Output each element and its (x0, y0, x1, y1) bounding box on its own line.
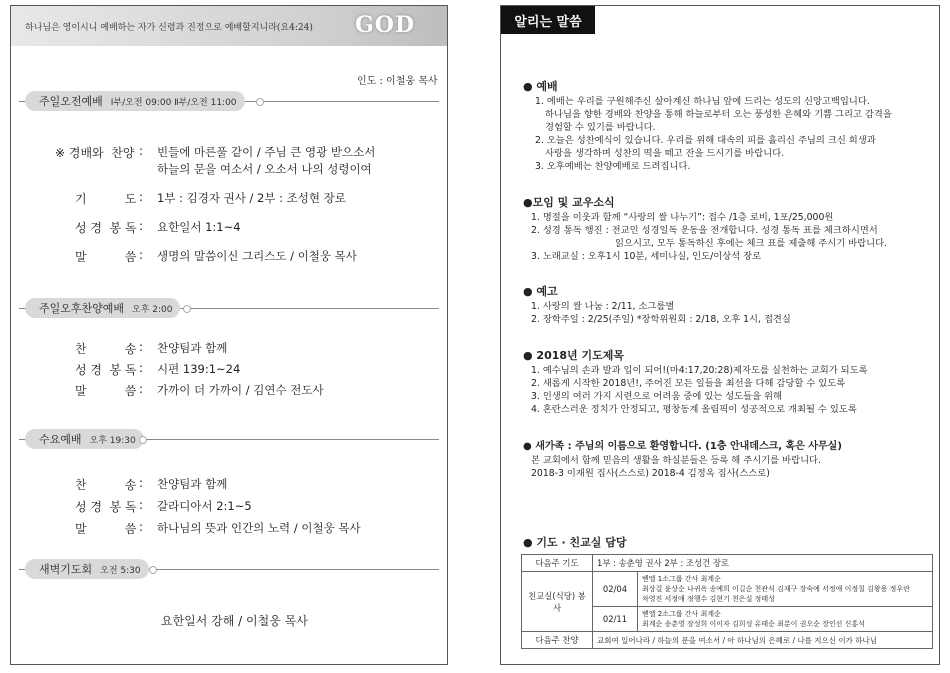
list-item: 경험할 수 있기를 바랍니다. (545, 122, 656, 133)
duty-heading: ● 기도 · 친교실 담당 (523, 536, 627, 549)
row-value: 찬양팀과 함께 (157, 477, 228, 491)
colon: : (139, 144, 144, 158)
table-cell (638, 572, 933, 607)
table-row (522, 555, 933, 572)
bulletin-right-page (500, 5, 940, 665)
row-label: 찬 송 (75, 342, 137, 356)
table-cell: 02/04 (593, 572, 638, 607)
list-item: 3. 오후예배는 찬양예배로 드려집니다. (535, 161, 691, 172)
section-sunday-pm (25, 298, 180, 318)
list-item: 1. 사랑의 쌀 나눔 : 2/11, 소그룹별 (531, 301, 675, 312)
cell-line: 최계순 송춘영 장성희 이이자 김희성 유태순 최분이 권오순 장인선 신홍석 (642, 620, 865, 628)
colon: : (139, 498, 144, 512)
colon: : (139, 248, 144, 262)
row-value: 찬양팀과 함께 (157, 341, 228, 355)
table-cell: 친교실(식당) 봉사 (522, 572, 593, 632)
row-label: 기 도 (75, 192, 137, 206)
header-verse: 하나님은 영이시니 예배하는 자가 신령과 진정으로 예배할지니라(요4:24) (25, 23, 313, 33)
section-dot (183, 305, 191, 313)
row-value: 시편 139:1~24 (157, 362, 241, 376)
cell-line: 벧엘 2소그룹 간사 최계순 (642, 610, 721, 618)
meeting-heading: ●모임 및 교우소식 (523, 196, 615, 209)
table-cell (638, 607, 933, 632)
table-cell: 다음주 찬양 (522, 632, 593, 649)
table-cell: 1부 : 송춘영 권사 2부 : 조성건 장로 (593, 555, 933, 572)
table-cell: 다음주 기도 (522, 555, 593, 572)
bulletin-left-page (10, 5, 448, 665)
row-label: 성 경 봉 독 (75, 221, 137, 235)
row-value: 가까이 더 가까이 / 김연수 전도사 (157, 383, 324, 397)
list-item: 1. 예배는 우리를 구원해주신 살아계신 하나님 앞에 드리는 성도의 신앙고백입니다. (535, 96, 870, 107)
row-value: 갈라디아서 2:1~5 (157, 499, 252, 513)
list-item: 2. 장학주일 : 2/25(주일) *장학위원회 : 2/18, 오후 1시, 접견실 (531, 314, 791, 325)
row-label: 말 씀 (75, 522, 137, 536)
table-cell: 교회여 일어나라 / 하늘의 문을 여소서 / 아 하나님의 은혜로 / 나를 지으신 이가 하나님 (593, 632, 933, 649)
row-label: 성 경 봉 독 (75, 500, 137, 514)
row-value: 1부 : 김경자 권사 / 2부 : 조성현 장로 (157, 191, 346, 205)
notice-heading: ● 예고 (523, 285, 558, 298)
row-value: 요한일서 1:1~4 (157, 220, 241, 234)
table-row (522, 632, 933, 649)
colon: : (139, 476, 144, 490)
section-title: 수요예배 (39, 433, 82, 446)
colon: : (139, 382, 144, 396)
duty-table (521, 554, 933, 649)
row-label: 찬 송 (75, 478, 137, 492)
colon: : (139, 340, 144, 354)
row-value: 하늘의 문을 여소서 / 오소서 나의 성령이여 (157, 162, 372, 176)
list-item: 읽으시고, 모두 통독하신 후에는 체크 표를 제출해 주시기 바랍니다. (615, 238, 888, 249)
section-dot (256, 98, 264, 106)
colon: : (139, 219, 144, 233)
list-item: 3. 인생의 여러 가지 시련으로 어려움 중에 있는 성도들을 위해 (531, 391, 783, 402)
section-time: Ⅰ부/오전 09:00 Ⅱ부/오전 11:00 (110, 97, 237, 108)
list-item: 하나님을 향한 경배와 찬양을 통해 하늘로부터 오는 풍성한 은혜와 기쁨 그리고 감격을 (545, 109, 892, 120)
section-time: 오후 19:30 (89, 435, 136, 446)
section-time: 오전 5:30 (100, 565, 141, 576)
section-dot (139, 436, 147, 444)
list-item: 본 교회에서 함께 믿음의 생활을 하실분들은 등록 해 주시기를 바랍니다. (531, 455, 821, 466)
row-label: 말 씀 (75, 384, 137, 398)
list-item: 1. 명절을 이웃과 함께 “사랑의 쌀 나누기”: 접수 /1층 로비, 1포/25,000원 (531, 212, 834, 223)
presider: 인도 : 이철웅 목사 (357, 76, 438, 87)
newcomer-heading: ● 새가족 : 주님의 이름으로 환영합니다. (1층 안내데스크, 혹은 사무실) (523, 441, 842, 452)
dawn-text: 요한일서 강해 / 이철웅 목사 (161, 614, 308, 628)
list-item: 2. 오늘은 성찬예식이 있습니다. 우리를 위해 대속의 피를 흘리신 주님의 크신 희생과 (535, 135, 876, 146)
section-dawn (25, 559, 149, 579)
section-title: 주일오후찬양예배 (39, 302, 125, 315)
cell-line: 벧엘 1소그룹 간사 최계순 (642, 575, 721, 583)
section-title: 주일오전예배 (39, 95, 103, 108)
list-item: 2. 성경 통독 행진 : 전교인 성경일독 운동을 전개합니다. 성경 통독 표를 체크하시면서 (531, 225, 878, 236)
row-label: ※ 경배와 찬양 (55, 146, 135, 160)
row-value: 생명의 말씀이신 그리스도 / 이철웅 목사 (157, 249, 357, 263)
colon: : (139, 361, 144, 375)
row-value: 빈들에 마른풀 같이 / 주님 큰 영광 받으소서 (157, 145, 376, 159)
list-item: 1. 예수님의 손과 발과 입이 되어!(마4:17,20:28)제자도를 실천하는 교회가 되도록 (531, 365, 868, 376)
colon: : (139, 520, 144, 534)
page-title: 알리는 말씀 (501, 6, 595, 34)
section-sunday-am (25, 91, 245, 111)
section-title: 새벽기도회 (39, 563, 93, 576)
cell-line: 차영진 서정애 정행수 김현기 천은실 정태성 (642, 595, 775, 603)
list-item: 사랑을 생각하며 성찬의 떡을 떼고 잔을 드시기를 바랍니다. (545, 148, 785, 159)
section-dot (149, 566, 157, 574)
cell-line: 최상걸 윤상순 나귀옥 송예희 이길순 천관식 김재구 장숙예 서정애 이정칠 김왕용 정우란 (642, 585, 910, 593)
colon: : (139, 190, 144, 204)
table-row (522, 572, 933, 607)
worship-heading: ● 예배 (523, 80, 558, 93)
table-cell: 02/11 (593, 607, 638, 632)
list-item: 2. 새롭게 시작한 2018년!, 주어진 모든 일들을 최선을 다해 감당할 수 있도록 (531, 378, 846, 389)
section-time: 오후 2:00 (132, 304, 173, 315)
list-item: 3. 노래교실 : 오후1시 10분, 세미나실, 인도/이상석 장로 (531, 251, 762, 262)
list-item: 4. 혼란스러운 정치가 안정되고, 평창동계 올림픽이 성공적으로 개최될 수 있도록 (531, 404, 857, 415)
section-wednesday (25, 429, 144, 449)
god-logo: GOD (355, 12, 416, 38)
prayer-heading: ● 2018년 기도제목 (523, 349, 625, 362)
list-item: 2018-3 이재원 집사(스스로) 2018-4 김정옥 집사(스스로) (531, 468, 770, 479)
row-value: 하나님의 뜻과 인간의 노력 / 이철웅 목사 (157, 521, 361, 535)
row-label: 성 경 봉 독 (75, 363, 137, 377)
row-label: 말 씀 (75, 250, 137, 264)
